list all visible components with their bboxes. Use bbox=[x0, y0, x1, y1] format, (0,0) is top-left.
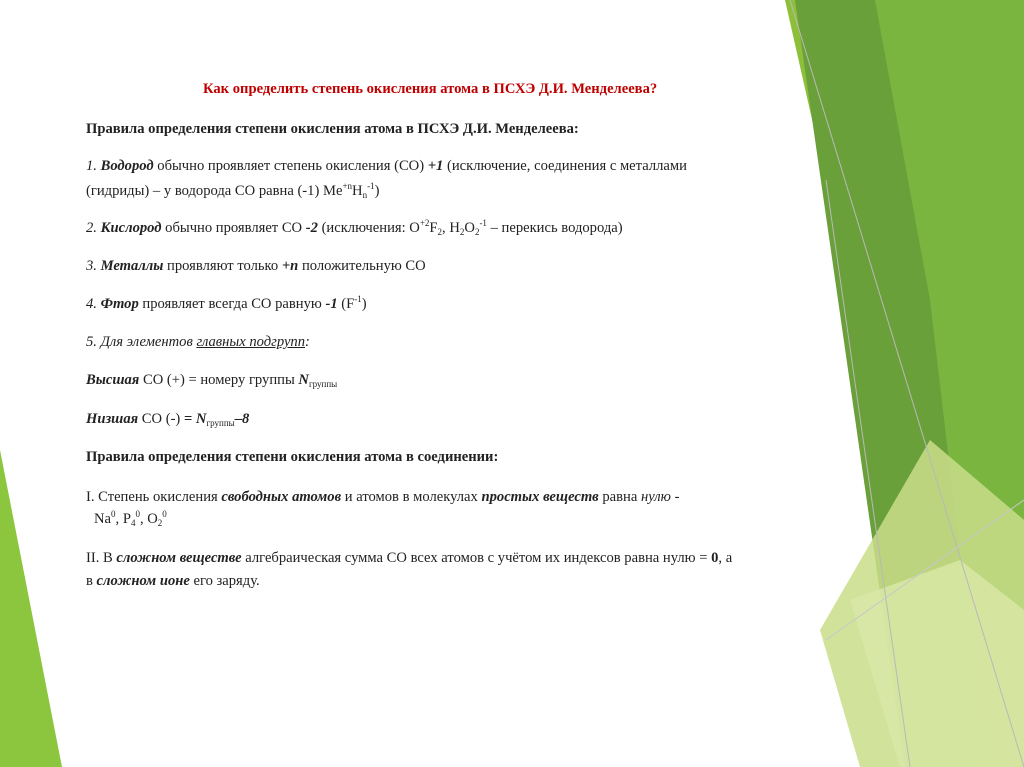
example-na: Na bbox=[94, 511, 112, 527]
rule-1-hydrides-text: (гидриды) – у водорода СО равна (-1) Me bbox=[86, 183, 343, 199]
example-p-charge: 0 bbox=[135, 509, 140, 519]
rule-1-subject: Водород bbox=[100, 158, 154, 174]
rule-3-text: проявляют только bbox=[163, 258, 282, 274]
rule-4-f: (F bbox=[337, 296, 355, 312]
rule-2-value: -2 bbox=[305, 220, 318, 236]
rule-1-text: обычно проявляет степень окисления (СО) bbox=[153, 158, 428, 174]
rule-ii-zero: 0 bbox=[711, 550, 719, 566]
rule-1-exception: (исключение, соединения с металлами bbox=[443, 158, 687, 174]
example-o-index: 2 bbox=[157, 518, 163, 528]
rule-1-hydrides bbox=[86, 182, 379, 202]
rule-4-text: проявляет всегда СО равную bbox=[138, 296, 326, 312]
rule-4-value: -1 bbox=[325, 296, 338, 312]
rule-3-value: +n bbox=[281, 258, 299, 274]
rule-i-dash: - bbox=[670, 489, 680, 505]
rule-i-text-2: и атомов в молекулах bbox=[341, 489, 482, 505]
rule-5-main-subgroups bbox=[86, 333, 310, 353]
rule-5-colon: : bbox=[305, 334, 310, 350]
lowest-label: Низшая bbox=[86, 411, 139, 427]
rule-4-fluorine bbox=[86, 295, 367, 315]
example-o-charge: 0 bbox=[162, 509, 167, 519]
rule-1-value: +1 bbox=[427, 158, 444, 174]
slide-title: Как определить степень окисления атома в ПСХЭ Д.И. Менделеева? bbox=[203, 81, 658, 97]
rule-3-tail: положительную СО bbox=[298, 258, 426, 274]
rule-2-o-index: 2 bbox=[474, 227, 480, 237]
rule-ii-text-3: , а bbox=[718, 550, 733, 566]
example-o: , O bbox=[139, 511, 158, 527]
rule-3-subject: Металлы bbox=[100, 258, 164, 274]
rule-4-close: ) bbox=[361, 296, 367, 312]
rule-5-text: 5. Для элементов bbox=[86, 334, 197, 350]
rule-4-f-charge: -1 bbox=[354, 294, 362, 304]
rule-ii-text: II. В bbox=[86, 550, 117, 566]
rule-i-zero-word: нулю bbox=[640, 489, 671, 505]
rule-2-subject: Кислород bbox=[100, 220, 162, 236]
lowest-text: СО (-) bbox=[138, 411, 184, 427]
rule-2-f-index: 2 bbox=[437, 227, 443, 237]
rule-2-exceptions: (исключения: O bbox=[317, 220, 420, 236]
rule-3-number: 3. bbox=[86, 258, 101, 274]
rule-4-subject: Фтор bbox=[100, 296, 139, 312]
example-na-charge: 0 bbox=[111, 509, 116, 519]
lowest-equals: = bbox=[183, 411, 196, 427]
highest-n: N bbox=[298, 372, 309, 388]
rule-2-text: обычно проявляет СО bbox=[161, 220, 306, 236]
lowest-n: N bbox=[195, 411, 207, 427]
rule-1-h-charge: -1 bbox=[367, 181, 375, 191]
rule-i-simple-substances: простых веществ bbox=[481, 489, 599, 505]
lowest-n-index: группы bbox=[206, 418, 235, 428]
rule-2-number: 2. bbox=[86, 220, 101, 236]
rule-1-close: ) bbox=[374, 183, 380, 199]
lowest-oxidation-rule bbox=[86, 410, 249, 430]
rule-2-o2-charge: -1 bbox=[479, 218, 487, 228]
highest-n-index: группы bbox=[308, 379, 338, 389]
example-p: , P bbox=[115, 511, 131, 527]
highest-label: Высшая bbox=[86, 372, 140, 388]
rule-2-o-charge: +2 bbox=[419, 218, 430, 228]
rule-2-f: F bbox=[429, 220, 438, 236]
rule-ii-complex-ion bbox=[86, 572, 260, 592]
rule-1-number: 1. bbox=[86, 158, 101, 174]
rule-2-h-index: 2 bbox=[459, 227, 465, 237]
heading-rules-compound: Правила определения степени окисления атома в соединении: bbox=[86, 449, 499, 465]
highest-oxidation-rule bbox=[86, 371, 337, 391]
rule-2-peroxide: – перекись водорода) bbox=[486, 220, 623, 236]
slide-content bbox=[86, 0, 826, 767]
rule-2-o2: O bbox=[464, 220, 475, 236]
rule-i-text-3: равна bbox=[598, 489, 641, 505]
rule-2-h2: , H bbox=[442, 220, 460, 236]
rule-5-underlined: главных подгрупп bbox=[196, 334, 306, 350]
rule-2-oxygen bbox=[86, 219, 623, 239]
rule-1-h-index: n bbox=[362, 190, 368, 200]
rule-1-me-charge: +n bbox=[342, 181, 353, 191]
lowest-minus-eight: –8 bbox=[234, 411, 250, 427]
example-p-index: 4 bbox=[130, 518, 136, 528]
rule-1-h: H bbox=[352, 183, 363, 199]
rule-3-metals bbox=[86, 257, 426, 277]
rule-ii-text-4: в bbox=[86, 573, 97, 589]
rule-ii-text-5: его заряду. bbox=[189, 573, 260, 589]
rule-1-hydrogen bbox=[86, 157, 687, 177]
rule-i-text: I. Степень окисления bbox=[86, 489, 222, 505]
highest-text: СО (+) = номеру группы bbox=[139, 372, 299, 388]
rule-ii-complex-ion-bold: сложном ионе bbox=[96, 573, 190, 589]
rule-i-free-atoms-bold: свободных атомов bbox=[221, 489, 342, 505]
rule-i-examples bbox=[94, 510, 167, 530]
rule-ii-text-2: алгебраическая сумма СО всех атомов с учётом их индексов равна нулю = bbox=[241, 550, 712, 566]
left-green-triangle bbox=[0, 450, 62, 767]
rule-ii-complex-substance bbox=[86, 549, 732, 569]
rule-ii-complex-substance-bold: сложном веществе bbox=[116, 550, 242, 566]
rule-4-number: 4. bbox=[86, 296, 101, 312]
rule-i-free-atoms bbox=[86, 488, 679, 508]
heading-rules-psxe: Правила определения степени окисления атома в ПСХЭ Д.И. Менделеева: bbox=[86, 121, 579, 137]
